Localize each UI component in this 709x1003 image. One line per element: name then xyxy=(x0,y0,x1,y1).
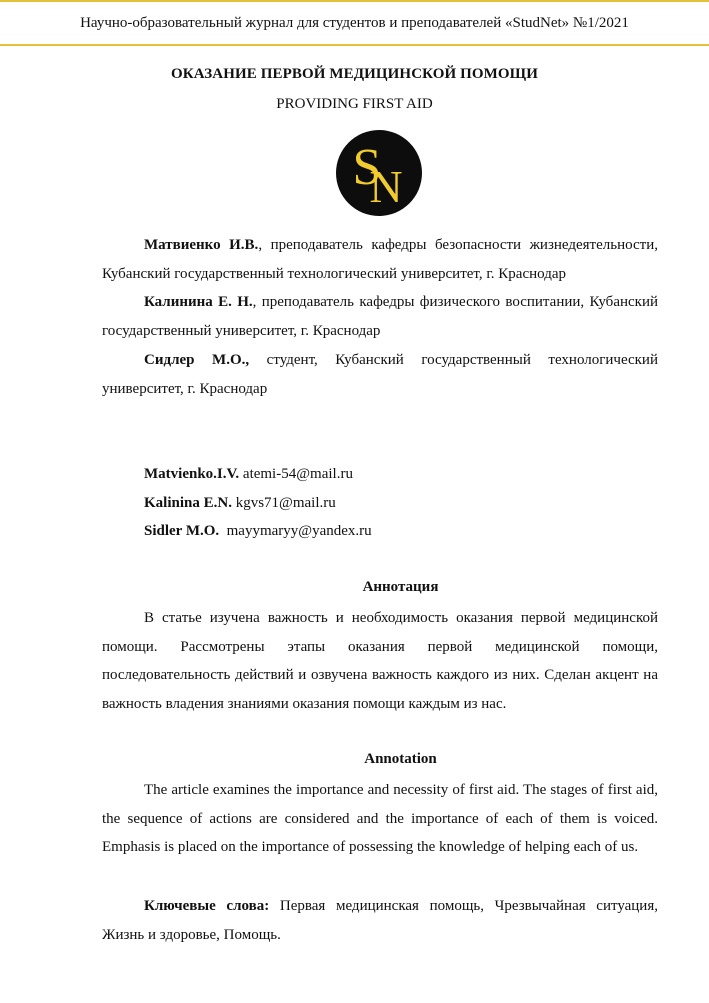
article-title-ru: ОКАЗАНИЕ ПЕРВОЙ МЕДИЦИНСКОЙ ПОМОЩИ xyxy=(170,66,539,82)
annotation-ru-text: В статье изучена важность и необходимость оказания первой медицинской помощи. Рассмотрены этапы оказания первой медицинской помощи, последовательность действий и озвучена важность каждого из них. Сделан акцент на важность владения знаниями оказания помощи каждым из нас. xyxy=(102,610,658,713)
keywords-text: Первая медицинская помощь, Чрезвычайная ситуация, Жизнь и здоровье, Помощь. xyxy=(102,898,658,943)
keywords xyxy=(102,892,658,949)
author-affiliation: , преподаватель кафедры безопасности жизнедеятельности, Кубанский государственный технологический университет, г. Краснодар xyxy=(102,237,658,282)
author-name: Сидлер М.О., xyxy=(144,351,250,368)
author-affiliation: , преподаватель кафедры физического воспитании, Кубанский государственный университет, г. Краснодар xyxy=(102,294,659,340)
email-author: Sidler M.O. xyxy=(144,523,220,540)
author-2 xyxy=(102,288,658,345)
emails-block xyxy=(144,460,664,546)
email-line xyxy=(144,517,664,546)
studnet-logo xyxy=(336,130,422,216)
author-name: Калинина Е. Н. xyxy=(144,294,253,311)
annotation-ru-heading: Аннотация xyxy=(362,579,439,595)
email-address[interactable]: kgvs71@mail.ru xyxy=(235,494,336,511)
svg-text:S: S xyxy=(352,139,382,196)
email-address[interactable]: mayymaryy@yandex.ru xyxy=(226,523,372,540)
author-1 xyxy=(102,231,658,288)
authors-block xyxy=(102,231,658,403)
email-author: Matvienko.I.V. xyxy=(144,466,240,482)
keywords-label: Ключевые слова: xyxy=(144,898,270,914)
journal-header-text: Научно-образовательный журнал для студентов и преподавателей «StudNet» №1/2021 xyxy=(80,14,629,31)
journal-header xyxy=(0,0,709,46)
svg-text:N: N xyxy=(369,161,403,212)
author-affiliation: студент, Кубанский государственный технологический университет, г. Краснодар xyxy=(102,351,658,397)
email-line xyxy=(144,460,664,489)
author-name: Матвиенко И.В. xyxy=(144,237,259,253)
annotation-en-text: The article examines the importance and necessity of first aid. The stages of first aid, the sequence of actions are considered and the importance of each of them is voiced. Emphasis is placed on the importance of possessing the knowledge of helping each of us. xyxy=(102,782,658,856)
email-line xyxy=(144,489,664,518)
author-3 xyxy=(102,346,658,403)
article-title-en: PROVIDING FIRST AID xyxy=(276,96,433,112)
email-address[interactable]: atemi-54@mail.ru xyxy=(242,466,353,482)
email-author: Kalinina E.N. xyxy=(144,494,232,511)
annotation-en-heading: Annotation xyxy=(364,751,437,767)
